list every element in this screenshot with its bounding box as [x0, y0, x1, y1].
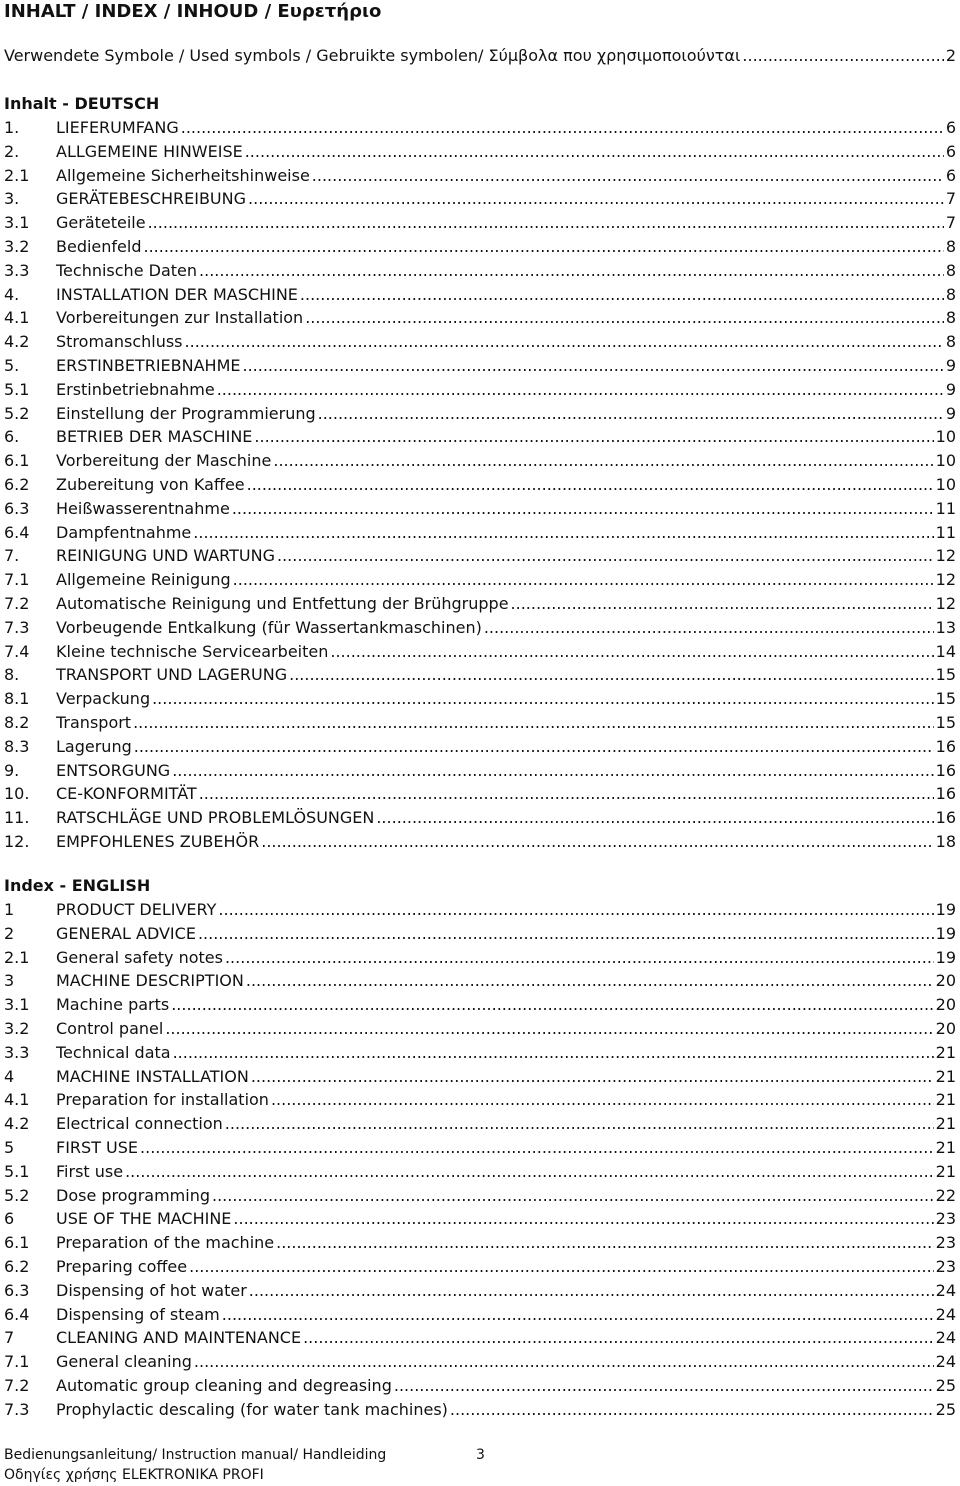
toc-number: 7.4	[4, 641, 30, 661]
toc-number: 5.2	[4, 403, 30, 423]
toc-entry[interactable]	[4, 187, 956, 211]
toc-number: 8.	[4, 665, 20, 685]
toc-entry[interactable]	[4, 640, 956, 664]
toc-leader-dots	[305, 306, 944, 330]
toc-number: 11.	[4, 808, 30, 828]
toc-number: 5.1	[4, 1161, 30, 1181]
toc-number: 4.1	[4, 1090, 30, 1110]
toc-label: Einstellung der Programmierung	[56, 403, 316, 423]
toc-number: 2	[4, 923, 15, 943]
toc-entry[interactable]	[4, 116, 956, 140]
toc-label: Vorbereitungen zur Installation	[56, 308, 304, 328]
toc-entry[interactable]	[4, 922, 956, 946]
toc-entry[interactable]	[4, 544, 956, 568]
toc-label: Zubereitung von Kaffee	[56, 475, 245, 494]
toc-leader-dots	[300, 283, 944, 307]
toc-page: 13	[935, 617, 956, 637]
toc-leader-dots	[225, 1112, 934, 1136]
toc-leader-dots	[251, 1065, 934, 1089]
toc-leader-dots	[312, 164, 944, 188]
toc-leader-dots	[217, 378, 944, 402]
toc-entry[interactable]	[4, 1065, 956, 1089]
toc-entry[interactable]	[4, 1279, 956, 1303]
toc-entry[interactable]	[4, 378, 956, 402]
toc-leader-dots	[276, 1231, 934, 1255]
toc-entry[interactable]	[4, 473, 956, 497]
toc-label: INSTALLATION DER MASCHINE	[56, 284, 298, 304]
toc-number: 2.1	[4, 947, 30, 967]
toc-leader-dots	[140, 1136, 934, 1160]
toc-entry[interactable]	[4, 1398, 956, 1422]
footer-brand: Οδηγίες χρήσης ELEKTRONIKA PROFI	[4, 1467, 264, 1483]
toc-page: 12	[935, 570, 956, 590]
toc-leader-dots	[199, 782, 934, 806]
toc-entry[interactable]	[4, 211, 956, 235]
toc-label: Prophylactic descaling (for water tank machines)	[56, 1399, 448, 1419]
toc-number: 3	[4, 971, 15, 991]
toc-entry[interactable]	[4, 1136, 956, 1160]
toc-number: 4.1	[4, 308, 30, 328]
toc-entry[interactable]	[4, 354, 956, 378]
toc-page: 24	[935, 1280, 956, 1300]
toc-number: 7.2	[4, 1376, 30, 1395]
toc-leader-dots	[133, 711, 934, 735]
toc-entry[interactable]	[4, 993, 956, 1017]
toc-number: 3.2	[4, 1019, 30, 1038]
section-heading-deutsch: Inhalt - DEUTSCH	[4, 94, 160, 113]
toc-number: 2.	[4, 141, 20, 161]
toc-number: 1.	[4, 118, 20, 137]
toc-page: 21	[935, 1161, 956, 1181]
toc-number: 6.2	[4, 1257, 30, 1276]
toc-leader-dots	[273, 449, 933, 473]
toc-page: 21	[935, 1066, 956, 1086]
toc-number: 4.2	[4, 1114, 30, 1134]
toc-page: 24	[935, 1304, 956, 1324]
toc-label: Automatic group cleaning and degreasing	[56, 1376, 392, 1395]
toc-page: 16	[935, 736, 956, 756]
toc-page: 15	[935, 689, 956, 709]
toc-entry[interactable]	[4, 898, 956, 922]
toc-number: 7.3	[4, 1399, 30, 1419]
toc-page: 19	[935, 900, 956, 919]
toc-number: 3.2	[4, 237, 30, 256]
toc-page: 25	[935, 1376, 956, 1395]
toc-entry[interactable]	[4, 663, 956, 687]
toc-number: 1	[4, 900, 15, 919]
toc-label: Bedienfeld	[56, 237, 142, 256]
toc-entry[interactable]	[4, 140, 956, 164]
toc-label: Dampfentnahme	[56, 522, 192, 542]
toc-number: 5.2	[4, 1185, 30, 1205]
toc-label: Allgemeine Reinigung	[56, 570, 231, 590]
toc-number: 6.1	[4, 1233, 30, 1253]
toc-entry[interactable]	[4, 259, 956, 283]
toc-entry[interactable]	[4, 1255, 956, 1279]
toc-leader-dots	[212, 1184, 934, 1208]
toc-number: 7.1	[4, 570, 30, 590]
toc-entry[interactable]	[4, 306, 956, 330]
toc-leader-dots	[394, 1374, 934, 1398]
toc-number: 2.1	[4, 165, 30, 185]
toc-entry[interactable]	[4, 1350, 956, 1374]
toc-leader-dots	[171, 993, 933, 1017]
toc-leader-dots	[165, 1017, 933, 1041]
toc-label: Preparing coffee	[56, 1257, 188, 1276]
toc-page: 24	[935, 1352, 956, 1372]
toc-number: 6.4	[4, 522, 30, 542]
toc-entry[interactable]	[4, 1184, 956, 1208]
toc-label: CLEANING AND MAINTENANCE	[56, 1328, 302, 1348]
footer-page-number: 3	[476, 1447, 485, 1463]
toc-entry[interactable]	[4, 1326, 956, 1350]
toc-leader-dots	[233, 1207, 933, 1231]
toc-label: General cleaning	[56, 1352, 192, 1372]
toc-page: 11	[935, 522, 956, 542]
toc-label: Technische Daten	[56, 260, 198, 280]
toc-leader-dots	[225, 946, 934, 970]
toc-page: 8	[945, 260, 956, 280]
toc-label: REINIGUNG UND WARTUNG	[56, 546, 275, 566]
toc-leader-dots	[248, 187, 944, 211]
toc-label: Geräteteile	[56, 213, 146, 233]
toc-label: RATSCHLÄGE UND PROBLEMLÖSUNGEN	[56, 808, 375, 828]
toc-entry[interactable]	[4, 1160, 956, 1184]
toc-page: 6	[945, 118, 956, 137]
toc-number: 7.1	[4, 1352, 30, 1372]
toc-number: 4	[4, 1066, 15, 1086]
toc-page: 9	[945, 356, 956, 375]
toc-label: Dose programming	[56, 1185, 210, 1205]
toc-leader-dots	[198, 922, 934, 946]
toc-leader-dots	[271, 1088, 934, 1112]
toc-label: ALLGEMEINE HINWEISE	[56, 141, 243, 161]
toc-page: 10	[935, 475, 956, 494]
toc-leader-dots	[245, 140, 944, 164]
toc-label: Technical data	[56, 1042, 171, 1062]
toc-page: 23	[935, 1257, 956, 1276]
toc-label: Allgemeine Sicherheitshinweise	[56, 165, 310, 185]
toc-entry[interactable]	[4, 592, 956, 616]
toc-label: Lagerung	[56, 736, 132, 756]
toc-page: 8	[945, 237, 956, 256]
toc-leader-dots	[450, 1398, 934, 1422]
page-title: INHALT / INDEX / INHOUD / Ευρετήριο	[4, 1, 382, 22]
toc-leader-dots	[249, 1279, 934, 1303]
toc-leader-dots	[277, 544, 934, 568]
toc-label: PRODUCT DELIVERY	[56, 900, 217, 919]
toc-label: BETRIEB DER MASCHINE	[56, 427, 253, 447]
toc-page: 6	[945, 141, 956, 161]
toc-entry[interactable]	[4, 806, 956, 830]
toc-page: 9	[945, 379, 956, 399]
toc-number: 3.1	[4, 995, 30, 1015]
toc-entry[interactable]	[4, 782, 956, 806]
toc-leader-dots	[233, 568, 934, 592]
toc-leader-dots	[247, 473, 934, 497]
toc-label: Dispensing of hot water	[56, 1280, 247, 1300]
toc-label: Erstinbetriebnahme	[56, 379, 215, 399]
toc-page: 15	[935, 665, 956, 685]
toc-label: Heißwasserentnahme	[56, 498, 230, 518]
toc-entry[interactable]	[4, 330, 956, 354]
toc-symbols[interactable]	[4, 44, 956, 68]
toc-page: 12	[935, 546, 956, 566]
toc-number: 9.	[4, 760, 20, 780]
toc-leader-dots	[143, 235, 943, 259]
toc-number: 5	[4, 1138, 15, 1157]
toc-page: 11	[935, 498, 956, 518]
toc-entry[interactable]	[4, 1231, 956, 1255]
toc-entry[interactable]	[4, 521, 956, 545]
toc-leader-dots	[484, 616, 934, 640]
toc-label: Dispensing of steam	[56, 1304, 220, 1324]
toc-page: 20	[935, 971, 956, 991]
toc-leader-dots	[318, 402, 944, 426]
toc-label: Stromanschluss	[56, 332, 183, 352]
toc-page: 21	[935, 1090, 956, 1110]
section-heading-english: Index - ENGLISH	[4, 876, 151, 895]
toc-entry[interactable]	[4, 425, 956, 449]
toc-entry[interactable]	[4, 568, 956, 592]
toc-number: 7.	[4, 546, 20, 566]
toc-leader-dots	[222, 1303, 934, 1327]
toc-leader-dots	[185, 330, 944, 354]
toc-page: 23	[935, 1209, 956, 1229]
toc-label: Preparation for installation	[56, 1090, 269, 1110]
toc-page: 19	[935, 947, 956, 967]
footer-manual-title: Bedienungsanleitung/ Instruction manual/ Handleiding	[4, 1447, 387, 1463]
toc-page: 10	[935, 451, 956, 471]
toc-leader-dots	[193, 521, 933, 545]
toc-leader-dots	[303, 1326, 934, 1350]
toc-number: 6.1	[4, 451, 30, 471]
toc-number: 5.1	[4, 379, 30, 399]
toc-entry[interactable]	[4, 946, 956, 970]
toc-number: 3.3	[4, 260, 30, 280]
toc-leader-dots	[189, 1255, 934, 1279]
toc-leader-dots	[511, 592, 934, 616]
toc-label: Electrical connection	[56, 1114, 223, 1134]
toc-number: 3.	[4, 189, 20, 209]
toc-leader-dots	[254, 425, 933, 449]
toc-leader-dots	[181, 116, 944, 140]
toc-leader-dots	[261, 830, 933, 854]
toc-entry[interactable]	[4, 449, 956, 473]
toc-number: 6.	[4, 427, 20, 447]
toc-number: 8.2	[4, 713, 30, 732]
toc-number: 6	[4, 1209, 15, 1229]
toc-label: TRANSPORT UND LAGERUNG	[56, 665, 288, 685]
toc-page: 19	[935, 923, 956, 943]
toc-label: First use	[56, 1161, 124, 1181]
toc-page: 8	[945, 284, 956, 304]
toc-entry[interactable]	[4, 735, 956, 759]
toc-label: FIRST USE	[56, 1138, 139, 1157]
toc-number: 4.2	[4, 332, 30, 352]
toc-page: 22	[935, 1185, 956, 1205]
toc-entry[interactable]	[4, 1088, 956, 1112]
toc-page: 8	[945, 332, 956, 352]
toc-page: 8	[945, 308, 956, 328]
toc-leader-dots	[152, 687, 934, 711]
toc-label: Vorbereitung der Maschine	[56, 451, 272, 471]
toc-entry[interactable]	[4, 1112, 956, 1136]
toc-page: 23	[935, 1233, 956, 1253]
toc-leader-dots	[246, 969, 934, 993]
toc-page: 7	[945, 213, 956, 233]
toc-entry[interactable]	[4, 164, 956, 188]
toc-number: 3.1	[4, 213, 30, 233]
toc-entry[interactable]	[4, 830, 956, 854]
toc-number: 5.	[4, 356, 20, 375]
toc-entry[interactable]	[4, 969, 956, 993]
toc-page: 14	[935, 641, 956, 661]
toc-leader-dots	[134, 735, 934, 759]
toc-leader-dots	[330, 640, 933, 664]
toc-entry[interactable]	[4, 497, 956, 521]
toc-leader-dots	[376, 806, 933, 830]
toc-page: 20	[935, 995, 956, 1015]
toc-label: Vorbeugende Entkalkung (für Wassertankmaschinen)	[56, 617, 482, 637]
toc-entry[interactable]	[4, 616, 956, 640]
toc-leader-dots	[173, 1041, 934, 1065]
toc-leader-dots	[199, 259, 944, 283]
toc-number: 7	[4, 1328, 15, 1348]
toc-page: 7	[945, 189, 956, 209]
toc-page: 10	[935, 427, 956, 447]
toc-entry[interactable]	[4, 1017, 956, 1041]
toc-leader-dots	[289, 663, 934, 687]
toc-entry[interactable]	[4, 235, 956, 259]
toc-leader-dots	[148, 211, 944, 235]
toc-entry[interactable]	[4, 1041, 956, 1065]
toc-page: 21	[935, 1042, 956, 1062]
toc-number: 12.	[4, 832, 30, 851]
toc-label: EMPFOHLENES ZUBEHÖR	[56, 832, 260, 851]
toc-number: 8.3	[4, 736, 30, 756]
toc-number: 7.3	[4, 617, 30, 637]
toc-page: 12	[935, 594, 956, 613]
toc-number: 7.2	[4, 594, 30, 613]
toc-number: 4.	[4, 284, 20, 304]
toc-number: 6.2	[4, 475, 30, 494]
toc-page: 9	[945, 403, 956, 423]
toc-entry[interactable]	[4, 1303, 956, 1327]
toc-leader-dots	[194, 1350, 934, 1374]
toc-leader-dots	[232, 497, 934, 521]
toc-label: Verpackung	[56, 689, 151, 709]
toc-page: 24	[935, 1328, 956, 1348]
toc-label: USE OF THE MACHINE	[56, 1209, 232, 1229]
toc-page: 18	[935, 832, 956, 851]
toc-leader-dots	[125, 1160, 934, 1184]
toc-label: Control panel	[56, 1019, 164, 1038]
toc-label: Automatische Reinigung und Entfettung der Brühgruppe	[56, 594, 509, 613]
toc-number: 6.3	[4, 1280, 30, 1300]
toc-label: GERÄTEBESCHREIBUNG	[56, 189, 247, 209]
toc-page: 16	[935, 760, 956, 780]
toc-entry[interactable]	[4, 402, 956, 426]
toc-label: GENERAL ADVICE	[56, 923, 196, 943]
toc-page: 20	[935, 1019, 956, 1038]
toc-label: CE-KONFORMITÄT	[56, 784, 197, 804]
toc-number: 10.	[4, 784, 30, 804]
toc-page: 21	[935, 1138, 956, 1157]
toc-entry[interactable]	[4, 283, 956, 307]
toc-page: 15	[935, 713, 956, 732]
toc-leader-dots	[172, 759, 933, 783]
toc-label: MACHINE INSTALLATION	[56, 1066, 249, 1086]
toc-number: 8.1	[4, 689, 30, 709]
toc-label: General safety notes	[56, 947, 223, 967]
toc-label: MACHINE DESCRIPTION	[56, 971, 244, 991]
toc-entry[interactable]	[4, 1374, 956, 1398]
toc-label: ERSTINBETRIEBNAHME	[56, 356, 241, 375]
toc-entry[interactable]	[4, 759, 956, 783]
toc-page: 16	[935, 808, 956, 828]
toc-label: Transport	[56, 713, 132, 732]
toc-leader-dots	[742, 44, 943, 68]
toc-label: Verwendete Symbole / Used symbols / Gebruikte symbolen/ Σύμβολα που χρησιμοποιούνται	[4, 46, 741, 65]
toc-leader-dots	[218, 898, 933, 922]
toc-page: 2	[945, 46, 956, 65]
toc-label: Preparation of the machine	[56, 1233, 275, 1253]
toc-number: 6.4	[4, 1304, 30, 1324]
toc-entry[interactable]	[4, 687, 956, 711]
toc-label: LIEFERUMFANG	[56, 118, 179, 137]
toc-label: Kleine technische Servicearbeiten	[56, 641, 329, 661]
toc-entry[interactable]	[4, 1207, 956, 1231]
toc-label: ENTSORGUNG	[56, 760, 171, 780]
toc-page: 21	[935, 1114, 956, 1134]
toc-page: 25	[935, 1399, 956, 1419]
toc-entry[interactable]	[4, 711, 956, 735]
toc-page: 16	[935, 784, 956, 804]
toc-label: Machine parts	[56, 995, 170, 1015]
toc-number: 3.3	[4, 1042, 30, 1062]
toc-page: 6	[945, 165, 956, 185]
toc-leader-dots	[242, 354, 943, 378]
toc-number: 6.3	[4, 498, 30, 518]
